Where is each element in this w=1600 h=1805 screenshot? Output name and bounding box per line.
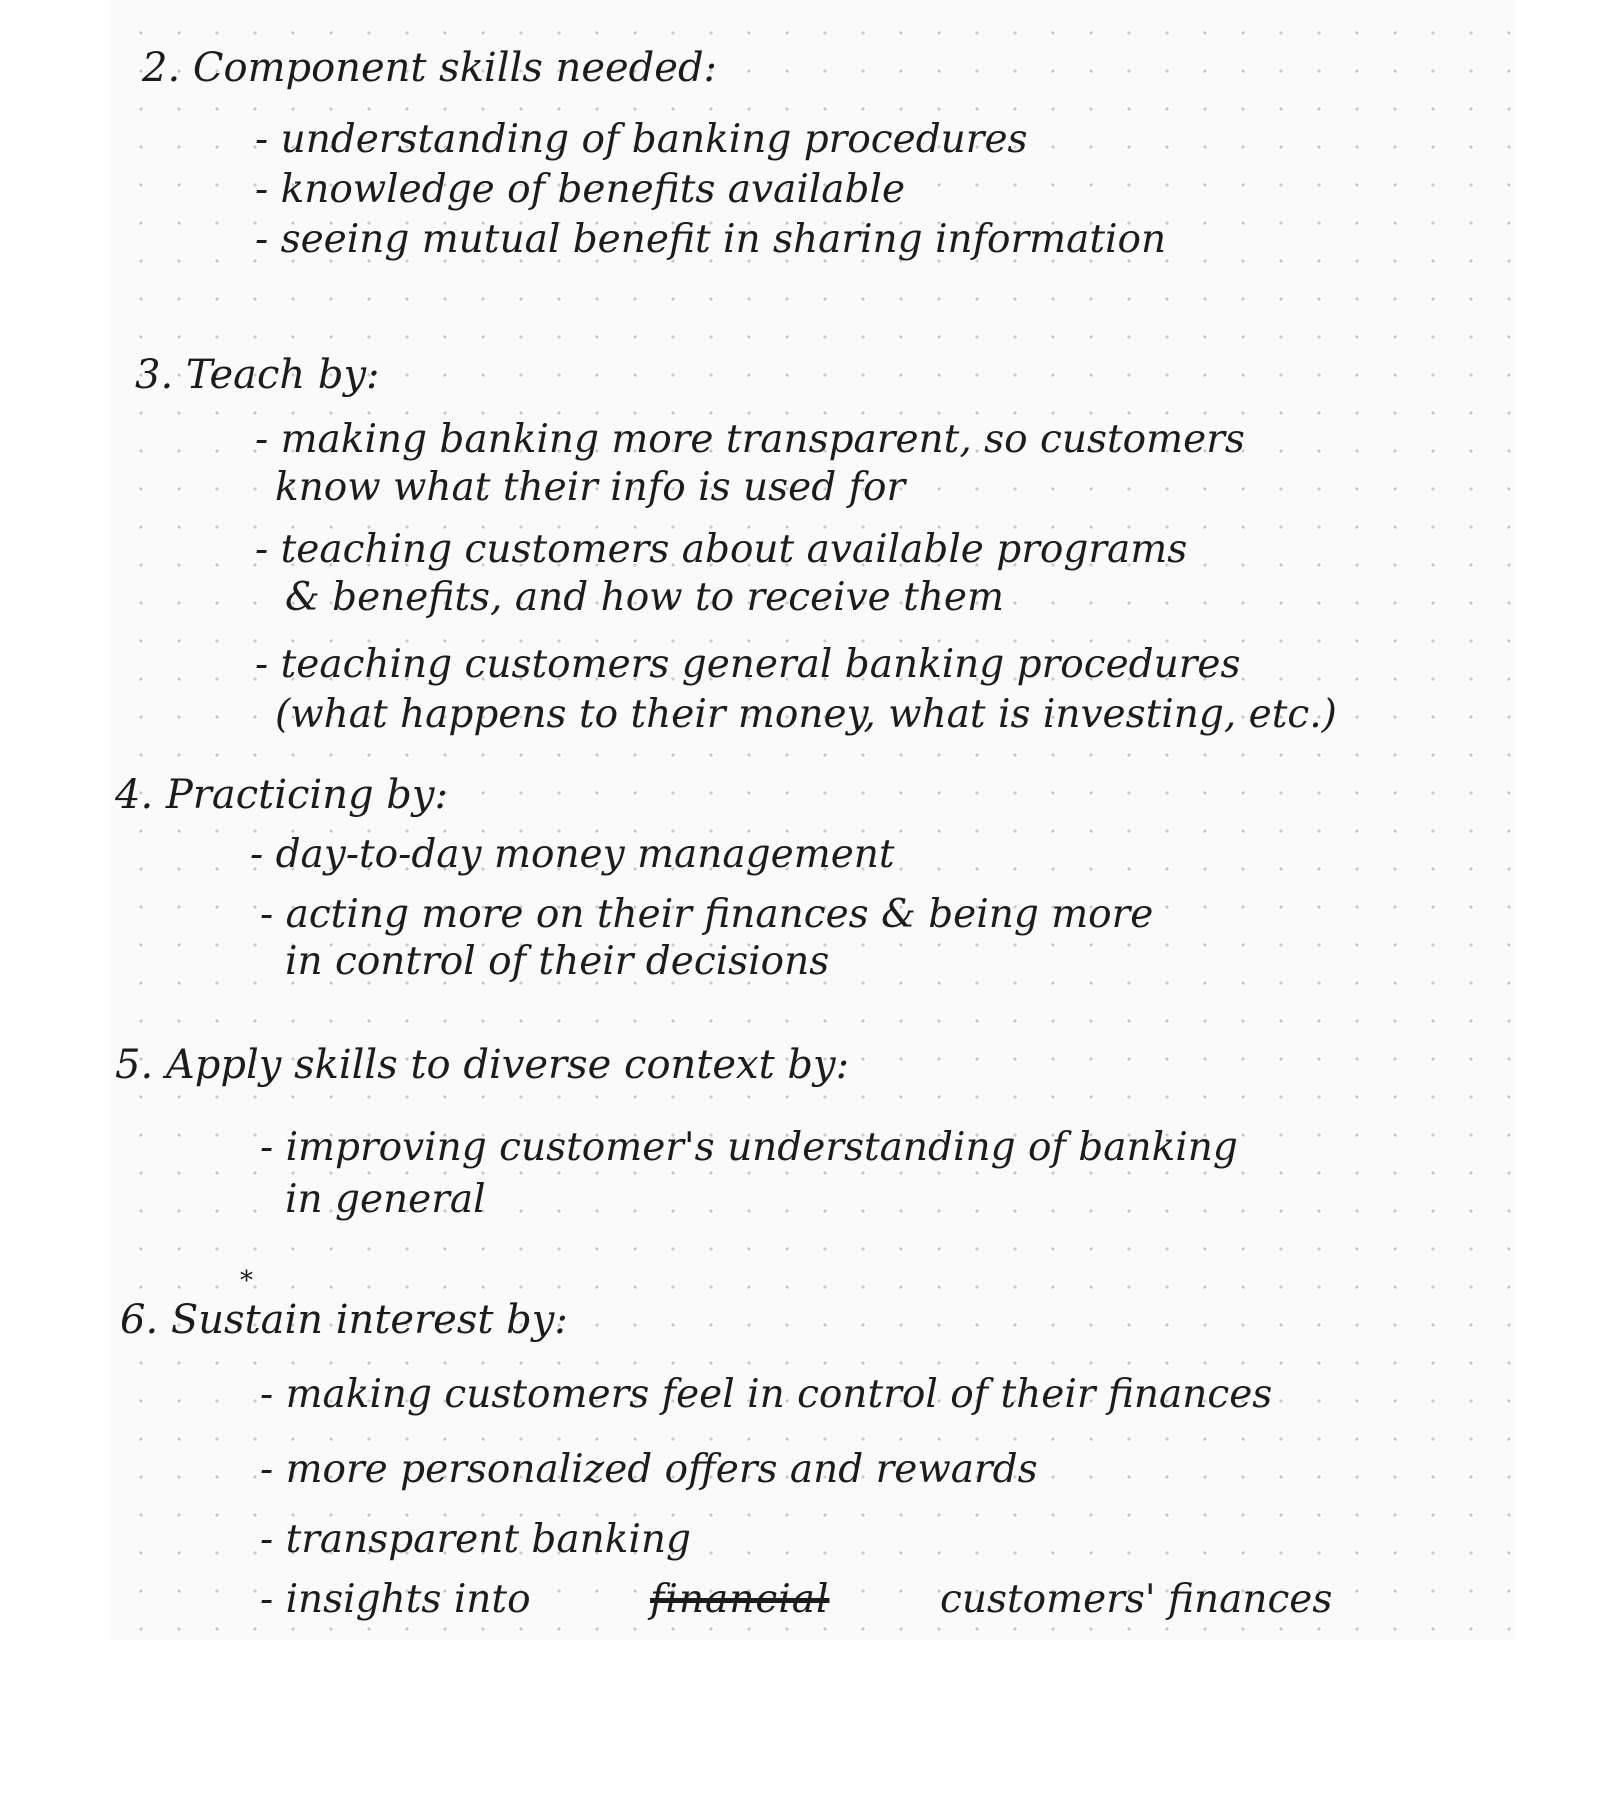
section-6-item-1: - making customers feel in control of their finances (260, 1372, 1273, 1417)
section-4-item-1: - day-to-day money management (250, 832, 895, 877)
section-3-item-3-cont: (what happens to their money, what is investing, etc.) (275, 692, 1337, 737)
section-5-item-1: - improving customer's understanding of banking (260, 1125, 1238, 1170)
section-3-item-1-cont: know what their info is used for (275, 465, 906, 510)
section-6-item-2: - more personalized offers and rewards (260, 1447, 1038, 1492)
section-6-item-4-end: customers' finances (940, 1577, 1333, 1622)
handwritten-notes (110, 0, 1515, 1640)
section-2-item-3: - seeing mutual benefit in sharing information (255, 217, 1167, 262)
section-3-item-3: - teaching customers general banking procedures (255, 642, 1241, 687)
section-heading-2: 2. Component skills needed: (142, 45, 718, 91)
section-heading-3: 3. Teach by: (135, 352, 380, 398)
section-3-item-2-cont: & benefits, and how to receive them (285, 575, 1004, 620)
section-6-item-4-start: - insights into (260, 1577, 531, 1622)
section-heading-4: 4. Practicing by: (115, 772, 448, 818)
section-5-item-1-cont: in general (285, 1177, 486, 1222)
notebook-page (110, 0, 1515, 1640)
section-4-item-2: - acting more on their finances & being more (260, 892, 1154, 937)
section-heading-5: 5. Apply skills to diverse context by: (115, 1042, 850, 1088)
section-heading-6: 6. Sustain interest by: (120, 1297, 568, 1343)
star-mark: * (240, 1266, 253, 1296)
section-2-item-1: - understanding of banking procedures (255, 117, 1028, 162)
section-3-item-1: - making banking more transparent, so customers (255, 417, 1245, 462)
section-6-item-3: - transparent banking (260, 1517, 691, 1562)
struck-out-word: financial (650, 1577, 830, 1622)
section-3-item-2: - teaching customers about available programs (255, 527, 1188, 572)
section-4-item-2-cont: in control of their decisions (285, 939, 830, 984)
section-2-item-2: - knowledge of benefits available (255, 167, 906, 212)
